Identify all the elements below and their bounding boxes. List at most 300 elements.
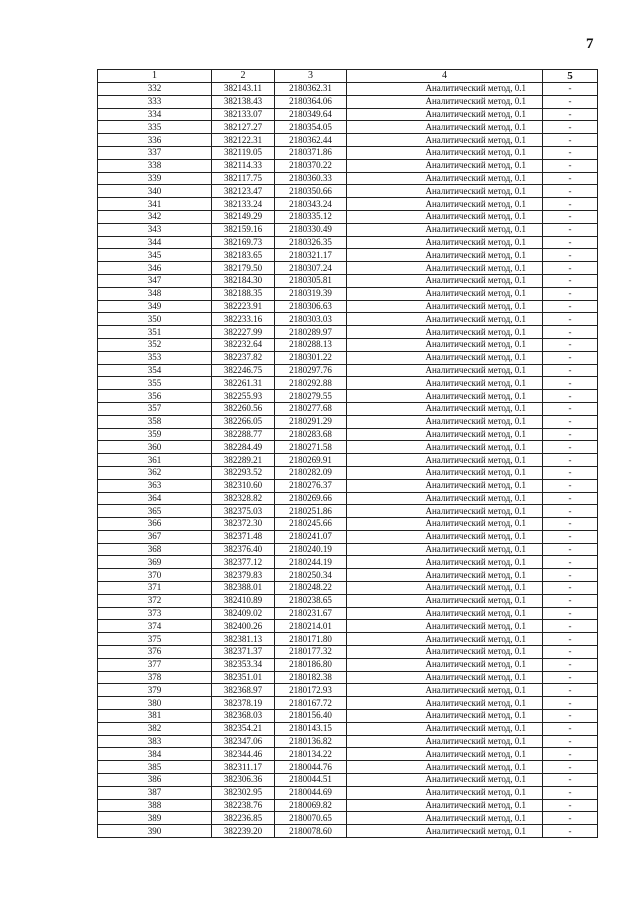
x-coordinate-cell: 382351.01 [212,671,275,684]
note-cell: - [543,492,598,505]
y-coordinate-cell: 2180326.35 [275,236,347,249]
header-col-3: 3 [275,70,347,83]
note-cell: - [543,95,598,108]
table-row [98,454,598,467]
method-accuracy-cell: Аналитический метод, 0.1 [347,377,543,390]
table-row [98,236,598,249]
x-coordinate-cell: 382284.49 [212,441,275,454]
coordinates-table [97,69,598,838]
note-cell: - [543,710,598,723]
point-number-cell: 346 [98,262,212,275]
x-coordinate-cell: 382138.43 [212,95,275,108]
y-coordinate-cell: 2180214.01 [275,620,347,633]
y-coordinate-cell: 2180319.39 [275,287,347,300]
x-coordinate-cell: 382149.29 [212,210,275,223]
point-number-cell: 356 [98,390,212,403]
y-coordinate-cell: 2180279.55 [275,390,347,403]
method-accuracy-cell: Аналитический метод, 0.1 [347,710,543,723]
method-accuracy-cell: Аналитический метод, 0.1 [347,287,543,300]
method-accuracy-cell: Аналитический метод, 0.1 [347,530,543,543]
point-number-cell: 344 [98,236,212,249]
note-cell: - [543,479,598,492]
note-cell: - [543,415,598,428]
y-coordinate-cell: 2180362.31 [275,83,347,96]
method-accuracy-cell: Аналитический метод, 0.1 [347,658,543,671]
page-number: 7 [586,36,594,52]
note-cell: - [543,351,598,364]
y-coordinate-cell: 2180044.51 [275,774,347,787]
y-coordinate-cell: 2180282.09 [275,466,347,479]
note-cell: - [543,748,598,761]
table-row [98,262,598,275]
note-cell: - [543,530,598,543]
table-row [98,633,598,646]
point-number-cell: 336 [98,134,212,147]
y-coordinate-cell: 2180269.66 [275,492,347,505]
x-coordinate-cell: 382371.37 [212,646,275,659]
method-accuracy-cell: Аналитический метод, 0.1 [347,313,543,326]
method-accuracy-cell: Аналитический метод, 0.1 [347,479,543,492]
method-accuracy-cell: Аналитический метод, 0.1 [347,338,543,351]
table-row [98,313,598,326]
method-accuracy-cell: Аналитический метод, 0.1 [347,812,543,825]
x-coordinate-cell: 382266.05 [212,415,275,428]
point-number-cell: 358 [98,415,212,428]
x-coordinate-cell: 382372.30 [212,518,275,531]
method-accuracy-cell: Аналитический метод, 0.1 [347,454,543,467]
note-cell: - [543,722,598,735]
x-coordinate-cell: 382311.17 [212,761,275,774]
y-coordinate-cell: 2180070.65 [275,812,347,825]
point-number-cell: 372 [98,594,212,607]
method-accuracy-cell: Аналитический метод, 0.1 [347,300,543,313]
point-number-cell: 383 [98,735,212,748]
y-coordinate-cell: 2180330.49 [275,223,347,236]
point-number-cell: 387 [98,786,212,799]
header-row [98,70,598,83]
x-coordinate-cell: 382237.82 [212,351,275,364]
y-coordinate-cell: 2180276.37 [275,479,347,492]
point-number-cell: 340 [98,185,212,198]
table-row [98,620,598,633]
method-accuracy-cell: Аналитический метод, 0.1 [347,198,543,211]
x-coordinate-cell: 382400.26 [212,620,275,633]
point-number-cell: 342 [98,210,212,223]
point-number-cell: 353 [98,351,212,364]
method-accuracy-cell: Аналитический метод, 0.1 [347,735,543,748]
x-coordinate-cell: 382410.89 [212,594,275,607]
note-cell: - [543,607,598,620]
method-accuracy-cell: Аналитический метод, 0.1 [347,83,543,96]
table-row [98,799,598,812]
table-row [98,83,598,96]
method-accuracy-cell: Аналитический метод, 0.1 [347,594,543,607]
note-cell: - [543,236,598,249]
table-row [98,492,598,505]
table-row [98,441,598,454]
table-row [98,543,598,556]
method-accuracy-cell: Аналитический метод, 0.1 [347,402,543,415]
point-number-cell: 365 [98,505,212,518]
x-coordinate-cell: 382388.01 [212,582,275,595]
method-accuracy-cell: Аналитический метод, 0.1 [347,569,543,582]
x-coordinate-cell: 382354.21 [212,722,275,735]
note-cell: - [543,262,598,275]
note-cell: - [543,620,598,633]
table-row [98,748,598,761]
x-coordinate-cell: 382371.48 [212,530,275,543]
y-coordinate-cell: 2180335.12 [275,210,347,223]
method-accuracy-cell: Аналитический метод, 0.1 [347,146,543,159]
table-header [98,70,598,83]
x-coordinate-cell: 382261.31 [212,377,275,390]
point-number-cell: 371 [98,582,212,595]
y-coordinate-cell: 2180350.66 [275,185,347,198]
note-cell: - [543,786,598,799]
y-coordinate-cell: 2180354.05 [275,121,347,134]
table-row [98,825,598,838]
note-cell: - [543,249,598,262]
method-accuracy-cell: Аналитический метод, 0.1 [347,799,543,812]
point-number-cell: 385 [98,761,212,774]
note-cell: - [543,338,598,351]
y-coordinate-cell: 2180307.24 [275,262,347,275]
table-row [98,210,598,223]
method-accuracy-cell: Аналитический метод, 0.1 [347,620,543,633]
table-row [98,287,598,300]
method-accuracy-cell: Аналитический метод, 0.1 [347,95,543,108]
point-number-cell: 373 [98,607,212,620]
method-accuracy-cell: Аналитический метод, 0.1 [347,582,543,595]
x-coordinate-cell: 382246.75 [212,364,275,377]
point-number-cell: 335 [98,121,212,134]
method-accuracy-cell: Аналитический метод, 0.1 [347,671,543,684]
note-cell: - [543,543,598,556]
y-coordinate-cell: 2180250.34 [275,569,347,582]
method-accuracy-cell: Аналитический метод, 0.1 [347,108,543,121]
header-col-2: 2 [212,70,275,83]
point-number-cell: 350 [98,313,212,326]
y-coordinate-cell: 2180182.38 [275,671,347,684]
x-coordinate-cell: 382119.05 [212,146,275,159]
y-coordinate-cell: 2180241.07 [275,530,347,543]
x-coordinate-cell: 382368.97 [212,684,275,697]
table-row [98,530,598,543]
note-cell: - [543,799,598,812]
note-cell: - [543,466,598,479]
note-cell: - [543,569,598,582]
note-cell: - [543,121,598,134]
table-row [98,274,598,287]
method-accuracy-cell: Аналитический метод, 0.1 [347,607,543,620]
y-coordinate-cell: 2180244.19 [275,556,347,569]
note-cell: - [543,223,598,236]
y-coordinate-cell: 2180303.03 [275,313,347,326]
point-number-cell: 367 [98,530,212,543]
table-row [98,710,598,723]
method-accuracy-cell: Аналитический метод, 0.1 [347,748,543,761]
method-accuracy-cell: Аналитический метод, 0.1 [347,774,543,787]
method-accuracy-cell: Аналитический метод, 0.1 [347,415,543,428]
method-accuracy-cell: Аналитический метод, 0.1 [347,697,543,710]
note-cell: - [543,172,598,185]
table-row [98,556,598,569]
table-row [98,658,598,671]
table-row [98,134,598,147]
table-row [98,761,598,774]
method-accuracy-cell: Аналитический метод, 0.1 [347,249,543,262]
x-coordinate-cell: 382122.31 [212,134,275,147]
note-cell: - [543,774,598,787]
note-cell: - [543,326,598,339]
point-number-cell: 380 [98,697,212,710]
method-accuracy-cell: Аналитический метод, 0.1 [347,121,543,134]
y-coordinate-cell: 2180172.93 [275,684,347,697]
table-row [98,326,598,339]
y-coordinate-cell: 2180306.63 [275,300,347,313]
point-number-cell: 386 [98,774,212,787]
table-body [98,83,598,838]
note-cell: - [543,582,598,595]
note-cell: - [543,556,598,569]
point-number-cell: 339 [98,172,212,185]
y-coordinate-cell: 2180292.88 [275,377,347,390]
y-coordinate-cell: 2180177.32 [275,646,347,659]
y-coordinate-cell: 2180240.19 [275,543,347,556]
point-number-cell: 355 [98,377,212,390]
point-number-cell: 334 [98,108,212,121]
table-row [98,812,598,825]
point-number-cell: 338 [98,159,212,172]
point-number-cell: 352 [98,338,212,351]
x-coordinate-cell: 382169.73 [212,236,275,249]
point-number-cell: 349 [98,300,212,313]
point-number-cell: 364 [98,492,212,505]
y-coordinate-cell: 2180186.80 [275,658,347,671]
note-cell: - [543,684,598,697]
x-coordinate-cell: 382306.36 [212,774,275,787]
x-coordinate-cell: 382179.50 [212,262,275,275]
method-accuracy-cell: Аналитический метод, 0.1 [347,518,543,531]
method-accuracy-cell: Аналитический метод, 0.1 [347,825,543,838]
table-row [98,198,598,211]
y-coordinate-cell: 2180238.65 [275,594,347,607]
table-row [98,185,598,198]
y-coordinate-cell: 2180283.68 [275,428,347,441]
method-accuracy-cell: Аналитический метод, 0.1 [347,364,543,377]
y-coordinate-cell: 2180364.06 [275,95,347,108]
x-coordinate-cell: 382289.21 [212,454,275,467]
y-coordinate-cell: 2180271.58 [275,441,347,454]
note-cell: - [543,454,598,467]
x-coordinate-cell: 382288.77 [212,428,275,441]
x-coordinate-cell: 382255.93 [212,390,275,403]
header-col-1: 1 [98,70,212,83]
point-number-cell: 384 [98,748,212,761]
note-cell: - [543,697,598,710]
x-coordinate-cell: 382133.24 [212,198,275,211]
y-coordinate-cell: 2180156.40 [275,710,347,723]
x-coordinate-cell: 382379.83 [212,569,275,582]
table-row [98,300,598,313]
x-coordinate-cell: 382347.06 [212,735,275,748]
note-cell: - [543,402,598,415]
method-accuracy-cell: Аналитический метод, 0.1 [347,172,543,185]
point-number-cell: 377 [98,658,212,671]
table-row [98,108,598,121]
table-row [98,402,598,415]
method-accuracy-cell: Аналитический метод, 0.1 [347,543,543,556]
point-number-cell: 363 [98,479,212,492]
x-coordinate-cell: 382183.65 [212,249,275,262]
table-row [98,466,598,479]
table-row [98,594,598,607]
x-coordinate-cell: 382239.20 [212,825,275,838]
point-number-cell: 345 [98,249,212,262]
method-accuracy-cell: Аналитический метод, 0.1 [347,492,543,505]
table-row [98,428,598,441]
x-coordinate-cell: 382344.46 [212,748,275,761]
note-cell: - [543,198,598,211]
note-cell: - [543,108,598,121]
method-accuracy-cell: Аналитический метод, 0.1 [347,274,543,287]
y-coordinate-cell: 2180136.82 [275,735,347,748]
table-row [98,582,598,595]
y-coordinate-cell: 2180371.86 [275,146,347,159]
table-row [98,377,598,390]
note-cell: - [543,300,598,313]
x-coordinate-cell: 382117.75 [212,172,275,185]
method-accuracy-cell: Аналитический метод, 0.1 [347,351,543,364]
x-coordinate-cell: 382378.19 [212,697,275,710]
method-accuracy-cell: Аналитический метод, 0.1 [347,556,543,569]
point-number-cell: 366 [98,518,212,531]
y-coordinate-cell: 2180044.76 [275,761,347,774]
point-number-cell: 368 [98,543,212,556]
y-coordinate-cell: 2180360.33 [275,172,347,185]
x-coordinate-cell: 382328.82 [212,492,275,505]
point-number-cell: 343 [98,223,212,236]
x-coordinate-cell: 382376.40 [212,543,275,556]
method-accuracy-cell: Аналитический метод, 0.1 [347,646,543,659]
y-coordinate-cell: 2180289.97 [275,326,347,339]
table-row [98,415,598,428]
point-number-cell: 348 [98,287,212,300]
method-accuracy-cell: Аналитический метод, 0.1 [347,223,543,236]
table-row [98,249,598,262]
table-row [98,671,598,684]
table-row [98,159,598,172]
table-row [98,223,598,236]
point-number-cell: 369 [98,556,212,569]
table-row [98,390,598,403]
x-coordinate-cell: 382375.03 [212,505,275,518]
point-number-cell: 375 [98,633,212,646]
x-coordinate-cell: 382159.16 [212,223,275,236]
x-coordinate-cell: 382184.30 [212,274,275,287]
note-cell: - [543,505,598,518]
note-cell: - [543,594,598,607]
x-coordinate-cell: 382236.85 [212,812,275,825]
method-accuracy-cell: Аналитический метод, 0.1 [347,428,543,441]
y-coordinate-cell: 2180291.29 [275,415,347,428]
point-number-cell: 347 [98,274,212,287]
point-number-cell: 389 [98,812,212,825]
y-coordinate-cell: 2180251.86 [275,505,347,518]
y-coordinate-cell: 2180078.60 [275,825,347,838]
point-number-cell: 341 [98,198,212,211]
table-row [98,338,598,351]
point-number-cell: 382 [98,722,212,735]
x-coordinate-cell: 382260.56 [212,402,275,415]
method-accuracy-cell: Аналитический метод, 0.1 [347,786,543,799]
table-row [98,607,598,620]
y-coordinate-cell: 2180305.81 [275,274,347,287]
y-coordinate-cell: 2180321.17 [275,249,347,262]
note-cell: - [543,825,598,838]
point-number-cell: 374 [98,620,212,633]
table-row [98,95,598,108]
point-number-cell: 361 [98,454,212,467]
x-coordinate-cell: 382143.11 [212,83,275,96]
x-coordinate-cell: 382233.16 [212,313,275,326]
point-number-cell: 360 [98,441,212,454]
y-coordinate-cell: 2180370.22 [275,159,347,172]
method-accuracy-cell: Аналитический метод, 0.1 [347,326,543,339]
note-cell: - [543,377,598,390]
y-coordinate-cell: 2180362.44 [275,134,347,147]
y-coordinate-cell: 2180349.64 [275,108,347,121]
method-accuracy-cell: Аналитический метод, 0.1 [347,236,543,249]
table-row [98,146,598,159]
x-coordinate-cell: 382227.99 [212,326,275,339]
x-coordinate-cell: 382114.33 [212,159,275,172]
note-cell: - [543,671,598,684]
note-cell: - [543,287,598,300]
point-number-cell: 351 [98,326,212,339]
y-coordinate-cell: 2180143.15 [275,722,347,735]
table-row [98,121,598,134]
x-coordinate-cell: 382238.76 [212,799,275,812]
point-number-cell: 376 [98,646,212,659]
note-cell: - [543,146,598,159]
y-coordinate-cell: 2180231.67 [275,607,347,620]
table-row [98,569,598,582]
point-number-cell: 354 [98,364,212,377]
table-row [98,505,598,518]
note-cell: - [543,441,598,454]
method-accuracy-cell: Аналитический метод, 0.1 [347,684,543,697]
note-cell: - [543,761,598,774]
y-coordinate-cell: 2180269.91 [275,454,347,467]
method-accuracy-cell: Аналитический метод, 0.1 [347,390,543,403]
point-number-cell: 370 [98,569,212,582]
note-cell: - [543,210,598,223]
table-row [98,786,598,799]
x-coordinate-cell: 382302.95 [212,786,275,799]
point-number-cell: 359 [98,428,212,441]
method-accuracy-cell: Аналитический метод, 0.1 [347,185,543,198]
x-coordinate-cell: 382188.35 [212,287,275,300]
method-accuracy-cell: Аналитический метод, 0.1 [347,210,543,223]
y-coordinate-cell: 2180297.76 [275,364,347,377]
x-coordinate-cell: 382133.07 [212,108,275,121]
table-row [98,172,598,185]
header-col-5: 5 [543,70,598,83]
x-coordinate-cell: 382232.64 [212,338,275,351]
note-cell: - [543,313,598,326]
note-cell: - [543,364,598,377]
